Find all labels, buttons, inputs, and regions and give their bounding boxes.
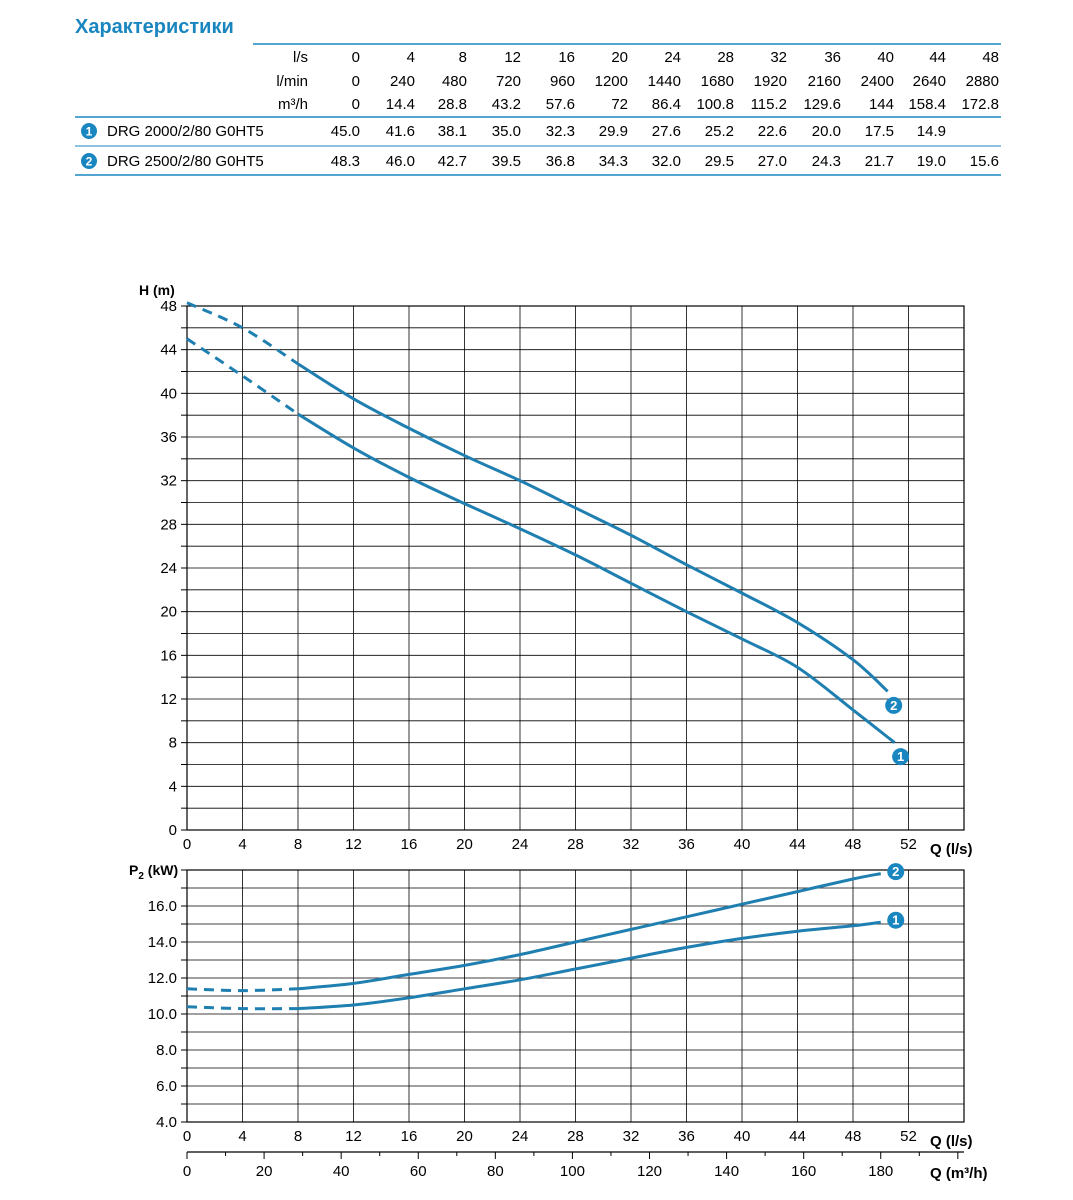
model-cell: 34.3 <box>598 153 628 170</box>
series-badge-label: 2 <box>892 864 900 880</box>
x-tick-label: 52 <box>900 1128 917 1145</box>
x-axis-label: Q (l/s) <box>930 1133 973 1150</box>
y-tick-label: 44 <box>160 341 177 359</box>
y-tick-label: 16.0 <box>147 898 177 915</box>
unit-label: m³/h <box>278 96 308 113</box>
model-name: DRG 2500/2/80 G0HT5 <box>107 153 264 170</box>
unit-cell: 28.8 <box>437 96 467 113</box>
y-axis-label: $P_2$ (kW) <box>129 862 179 882</box>
x2-tick-label: 180 <box>868 1163 894 1180</box>
unit-cell: 240 <box>389 73 415 90</box>
unit-cell: 40 <box>877 49 894 66</box>
x-tick-label: 28 <box>567 1128 584 1145</box>
y-tick-label: 16 <box>160 647 177 665</box>
y-tick-label: 20 <box>160 603 177 621</box>
x2-tick-label: 100 <box>559 1163 585 1180</box>
x-tick-label: 44 <box>789 836 806 853</box>
model-cell: 17.5 <box>864 123 894 140</box>
series-badge-label: 1 <box>897 749 905 765</box>
x2-tick-label: 0 <box>182 1163 192 1180</box>
x2-tick-label: 80 <box>486 1163 504 1180</box>
y-tick-label: 12 <box>160 691 177 708</box>
unit-cell: 12 <box>504 49 521 66</box>
y-tick-label: 14.0 <box>147 934 177 951</box>
x-tick-label: 8 <box>293 1128 303 1145</box>
unit-cell: 115.2 <box>750 96 787 113</box>
unit-cell: 36 <box>824 49 841 66</box>
model-cell: 21.7 <box>864 153 894 170</box>
unit-cell: 0 <box>351 49 360 66</box>
y-axis-label: H (m) <box>139 282 175 298</box>
unit-label: l/s <box>293 49 308 66</box>
model-cell: 48.3 <box>330 153 360 170</box>
x-tick-label: 16 <box>400 1128 418 1145</box>
x-tick-label: 20 <box>456 1128 473 1145</box>
model-name: DRG 2000/2/80 G0HT5 <box>107 123 264 140</box>
x2-tick-label: 40 <box>332 1163 350 1180</box>
model-cell: 29.5 <box>704 153 734 170</box>
x-tick-label: 32 <box>622 836 640 853</box>
model-cell: 24.3 <box>811 153 841 170</box>
curve-2 <box>298 364 888 692</box>
unit-cell: 144 <box>868 96 894 113</box>
unit-cell: 0 <box>351 96 360 113</box>
unit-cell: 1440 <box>647 73 681 90</box>
x2-tick-label: 160 <box>791 1163 817 1180</box>
unit-cell: 2640 <box>912 73 946 90</box>
y-tick-label: 6.0 <box>156 1078 177 1095</box>
unit-cell: 960 <box>549 73 575 90</box>
y-tick-label: 28 <box>160 516 177 534</box>
y-tick-label: 0 <box>168 822 177 839</box>
x-tick-label: 48 <box>844 1128 862 1145</box>
x-tick-label: 40 <box>733 1128 751 1145</box>
y-tick-label: 24 <box>160 560 177 577</box>
unit-cell: 4 <box>406 49 415 66</box>
model-marker-number: 2 <box>85 154 93 169</box>
x-axis-label: Q (l/s) <box>930 841 973 858</box>
x-tick-label: 48 <box>844 836 862 853</box>
x2-tick-label: 120 <box>636 1163 663 1180</box>
model-cell: 29.9 <box>598 123 628 140</box>
model-cell: 15.6 <box>969 153 999 170</box>
model-cell: 32.0 <box>651 153 681 170</box>
model-marker-number: 1 <box>85 124 93 139</box>
y-tick-label: 8 <box>168 734 177 752</box>
unit-cell: 1680 <box>700 73 734 90</box>
y-tick-label: 32 <box>160 472 177 490</box>
model-cell: 14.9 <box>916 123 946 140</box>
x-tick-label: 4 <box>238 1128 247 1145</box>
unit-cell: 158.4 <box>908 96 946 113</box>
x2-tick-label: 140 <box>714 1163 740 1180</box>
unit-cell: 480 <box>441 73 467 90</box>
power-chart <box>0 860 1073 1200</box>
x-tick-label: 4 <box>238 836 247 853</box>
unit-cell: 16 <box>558 49 575 66</box>
unit-cell: 172.8 <box>961 96 999 113</box>
x-tick-label: 36 <box>678 1128 695 1145</box>
x-tick-label: 40 <box>733 836 751 853</box>
x-tick-label: 16 <box>400 836 418 853</box>
page-heading: Характеристики <box>75 16 234 38</box>
model-cell: 27.6 <box>651 123 681 140</box>
unit-cell: 24 <box>664 49 681 66</box>
x2-axis-label: Q (m³/h) <box>930 1165 988 1182</box>
x-tick-label: 0 <box>182 836 192 853</box>
model-cell: 25.2 <box>704 123 734 140</box>
x-tick-label: 36 <box>678 836 695 853</box>
model-cell: 22.6 <box>757 123 787 140</box>
curve-1 <box>298 414 898 743</box>
model-cell: 32.3 <box>545 123 575 140</box>
y-tick-label: 4 <box>168 778 177 796</box>
x-tick-label: 52 <box>900 836 917 853</box>
unit-cell: 28 <box>717 49 734 66</box>
unit-cell: 0 <box>351 73 360 90</box>
unit-cell: 1920 <box>753 73 787 90</box>
y-tick-label: 48 <box>160 298 177 315</box>
unit-cell: 2160 <box>807 73 841 90</box>
head-chart <box>0 282 1073 860</box>
x-tick-label: 20 <box>456 836 473 853</box>
unit-cell: 1200 <box>594 73 628 90</box>
model-cell: 38.1 <box>437 123 467 140</box>
x-tick-label: 12 <box>345 1128 362 1145</box>
model-cell: 35.0 <box>491 123 521 140</box>
unit-cell: 2880 <box>965 73 999 90</box>
x-tick-label: 0 <box>182 1128 192 1145</box>
y-tick-label: 10.0 <box>147 1006 177 1023</box>
unit-cell: 129.6 <box>803 96 841 113</box>
model-cell: 27.0 <box>757 153 787 170</box>
unit-cell: 20 <box>611 49 628 66</box>
y-tick-label: 40 <box>160 385 177 403</box>
model-cell: 46.0 <box>385 153 415 170</box>
unit-cell: 43.2 <box>491 96 521 113</box>
unit-cell: 32 <box>770 49 787 66</box>
x2-tick-label: 20 <box>255 1163 273 1180</box>
model-cell: 19.0 <box>916 153 946 170</box>
unit-label: l/min <box>276 73 308 90</box>
unit-cell: 8 <box>458 49 467 66</box>
x-tick-label: 24 <box>511 1128 529 1145</box>
x-tick-label: 24 <box>511 836 529 853</box>
unit-cell: 100.8 <box>696 96 734 113</box>
model-cell: 36.8 <box>545 153 575 170</box>
y-tick-label: 8.0 <box>156 1042 177 1059</box>
model-cell: 41.6 <box>385 123 415 140</box>
unit-cell: 14.4 <box>385 96 415 113</box>
model-cell: 39.5 <box>491 153 521 170</box>
unit-cell: 48 <box>982 49 999 66</box>
x2-tick-label: 60 <box>409 1163 427 1180</box>
unit-cell: 57.6 <box>545 96 575 113</box>
y-tick-label: 4.0 <box>156 1114 177 1131</box>
x-tick-label: 44 <box>789 1128 806 1145</box>
model-cell: 45.0 <box>330 123 360 140</box>
unit-cell: 720 <box>495 73 521 90</box>
unit-cell: 72 <box>611 96 628 113</box>
series-badge-label: 1 <box>892 912 900 928</box>
x-tick-label: 12 <box>345 836 362 853</box>
series-badge-label: 2 <box>890 697 898 713</box>
model-cell: 20.0 <box>811 123 841 140</box>
y-tick-label: 36 <box>160 429 177 446</box>
x-tick-label: 8 <box>293 836 303 853</box>
model-cell: 42.7 <box>437 153 467 170</box>
unit-cell: 86.4 <box>651 96 681 113</box>
x-tick-label: 32 <box>622 1128 640 1145</box>
y-tick-label: 12.0 <box>147 970 177 987</box>
unit-cell: 2400 <box>860 73 894 90</box>
unit-cell: 44 <box>929 49 946 66</box>
spec-table <box>0 0 1073 190</box>
x-tick-label: 28 <box>567 836 584 853</box>
